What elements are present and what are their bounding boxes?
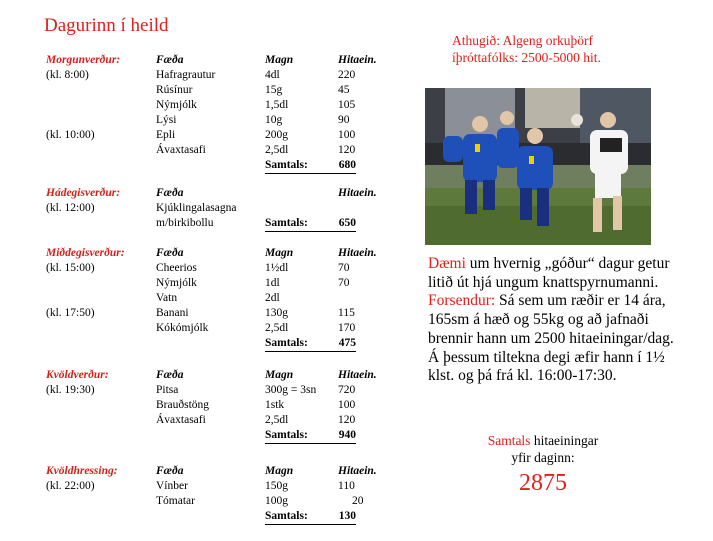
table-row	[46, 306, 386, 321]
row-food: Nýmjólk	[156, 277, 197, 289]
col-calories: Hitaein.	[338, 465, 377, 477]
meal-dinner	[46, 368, 386, 443]
row-food: Kókómjólk	[156, 322, 209, 334]
row-food: Pitsa	[156, 384, 179, 396]
table-row	[46, 494, 386, 509]
meal-header	[46, 464, 386, 479]
row-calories: 100	[338, 399, 356, 411]
total-value: 940	[329, 428, 356, 444]
total-value: 475	[329, 336, 356, 352]
description	[428, 255, 683, 386]
meal-name: Kvöldhressing:	[46, 465, 118, 477]
description-text-2: Sá sem um ræðir er 14 ára, 165sm á hæð og 55kg og að jafnaði brennir hann um 2500 hitaeiningar/dag. Á þessum tiltekna degi æfir hann í 1½ klst. og þá frá kl. 16:00-17:30.	[428, 292, 674, 385]
row-amount: 2,5dl	[265, 144, 289, 156]
football-photo-graphic	[425, 88, 651, 245]
row-food: Ávaxtasafi	[156, 144, 206, 156]
total-label: Samtals:	[265, 158, 329, 174]
table-row	[46, 128, 386, 143]
row-amount: 1½dl	[265, 262, 289, 274]
daily-total-label	[425, 432, 661, 466]
row-time: (kl. 22:00)	[46, 480, 95, 492]
row-food: m/birkibollu	[156, 217, 214, 229]
total-value: 680	[329, 158, 356, 174]
row-amount: 130g	[265, 307, 288, 319]
daily-total-label-rest: hitaeiningar	[530, 433, 599, 448]
table-row	[46, 68, 386, 83]
total-row	[46, 428, 386, 443]
total-label: Samtals:	[265, 216, 329, 232]
row-calories: 105	[338, 99, 356, 111]
daily-total-label-red: Samtals	[487, 433, 531, 448]
row-amount: 150g	[265, 480, 288, 492]
col-calories: Hitaein.	[338, 54, 377, 66]
page-title: Dagurinn í heild	[44, 15, 169, 36]
meal-header	[46, 53, 386, 68]
col-food: Fæða	[156, 187, 184, 199]
table-row	[46, 383, 386, 398]
row-calories: 70	[338, 277, 350, 289]
row-calories: 90	[338, 114, 350, 126]
row-calories: 120	[338, 414, 356, 426]
table-row	[46, 261, 386, 276]
row-food: Rúsínur	[156, 84, 193, 96]
col-calories: Hitaein.	[338, 369, 377, 381]
row-amount: 10g	[265, 114, 283, 126]
row-food: Vatn	[156, 292, 178, 304]
row-calories: 115	[338, 307, 355, 319]
meal-name: Morgunverður:	[46, 54, 121, 66]
total-label: Samtals:	[265, 509, 329, 525]
col-food: Fæða	[156, 465, 184, 477]
meal-name: Hádegisverður:	[46, 187, 121, 199]
total-value: 650	[329, 216, 356, 232]
total-row	[46, 158, 386, 173]
row-calories: 45	[338, 84, 350, 96]
col-calories: Hitaein.	[338, 247, 377, 259]
row-time: (kl. 10:00)	[46, 129, 95, 141]
ball-icon	[571, 114, 583, 126]
row-calories: 70	[338, 262, 350, 274]
row-food: Brauðstöng	[156, 399, 210, 411]
row-calories: 100	[338, 129, 356, 141]
table-row	[46, 201, 386, 216]
meal-header	[46, 368, 386, 383]
row-food: Hafragrautur	[156, 69, 216, 81]
col-food: Fæða	[156, 369, 184, 381]
row-food: Banani	[156, 307, 189, 319]
row-calories: 220	[338, 69, 356, 81]
row-time: (kl. 15:00)	[46, 262, 95, 274]
row-amount: 4dl	[265, 69, 280, 81]
total-label: Samtals:	[265, 428, 329, 444]
row-food: Cheerios	[156, 262, 197, 274]
row-amount: 1dl	[265, 277, 280, 289]
col-food: Fæða	[156, 54, 184, 66]
table-row	[46, 98, 386, 113]
table-row	[46, 276, 386, 291]
col-amount: Magn	[265, 465, 294, 477]
row-amount: 1stk	[265, 399, 285, 411]
table-row	[46, 83, 386, 98]
col-calories: Hitaein.	[338, 187, 377, 199]
row-calories: 120	[338, 144, 356, 156]
meal-name: Kvöldverður:	[46, 369, 109, 381]
total-label: Samtals:	[265, 336, 329, 352]
total-value: 130	[329, 509, 356, 525]
row-calories: 170	[338, 322, 356, 334]
total-row	[46, 336, 386, 351]
row-food: Kjúklingalasagna	[156, 202, 237, 214]
total-row	[46, 216, 386, 231]
meal-header	[46, 246, 386, 261]
row-time: (kl. 19:30)	[46, 384, 95, 396]
row-food: Lýsi	[156, 114, 177, 126]
energy-note	[452, 32, 601, 66]
daily-total-value: 2875	[519, 470, 567, 496]
meal-header	[46, 186, 386, 201]
table-row	[46, 479, 386, 494]
row-amount: 100g	[265, 495, 288, 507]
row-food: Nýmjólk	[156, 99, 197, 111]
table-row	[46, 113, 386, 128]
total-row	[46, 509, 386, 524]
row-amount: 200g	[265, 129, 288, 141]
meal-breakfast	[46, 53, 386, 173]
col-food: Fæða	[156, 247, 184, 259]
table-row	[46, 143, 386, 158]
meal-name: Miðdegisverður:	[46, 247, 125, 259]
table-row	[46, 321, 386, 336]
row-amount: 2,5dl	[265, 322, 289, 334]
row-amount: 1,5dl	[265, 99, 289, 111]
row-amount: 2dl	[265, 292, 280, 304]
row-amount: 15g	[265, 84, 283, 96]
meal-evening-snack	[46, 464, 386, 524]
row-food: Ávaxtasafi	[156, 414, 206, 426]
description-assumptions: Forsendur:	[428, 292, 496, 310]
row-calories: 110	[338, 480, 355, 492]
col-amount: Magn	[265, 369, 294, 381]
meal-afternoon	[46, 246, 386, 351]
table-row	[46, 398, 386, 413]
row-food: Epli	[156, 129, 176, 141]
row-food: Vínber	[156, 480, 188, 492]
description-example: Dæmi	[428, 255, 466, 272]
note-line-1: Athugið: Algeng orkuþörf	[452, 33, 593, 48]
row-amount: 2,5dl	[265, 414, 289, 426]
row-time: (kl. 8:00)	[46, 69, 89, 81]
description-text-1: um hvernig „góður“ dagur getur litið út hjá ungum knattspyrnumanni.	[428, 255, 670, 291]
row-time: (kl. 17:50)	[46, 307, 95, 319]
row-amount: 300g = 3sn	[265, 384, 317, 396]
col-amount: Magn	[265, 247, 294, 259]
row-food: Tómatar	[156, 495, 195, 507]
football-photo	[425, 88, 651, 245]
daily-total-label-line2: yfir daginn:	[511, 450, 575, 465]
meal-lunch	[46, 186, 386, 231]
table-row	[46, 291, 386, 306]
table-row	[46, 413, 386, 428]
col-amount: Magn	[265, 54, 294, 66]
note-line-2: íþróttafólks: 2500-5000 hit.	[452, 50, 601, 65]
row-time: (kl. 12:00)	[46, 202, 95, 214]
row-calories: 20	[352, 495, 364, 507]
row-calories: 720	[338, 384, 356, 396]
